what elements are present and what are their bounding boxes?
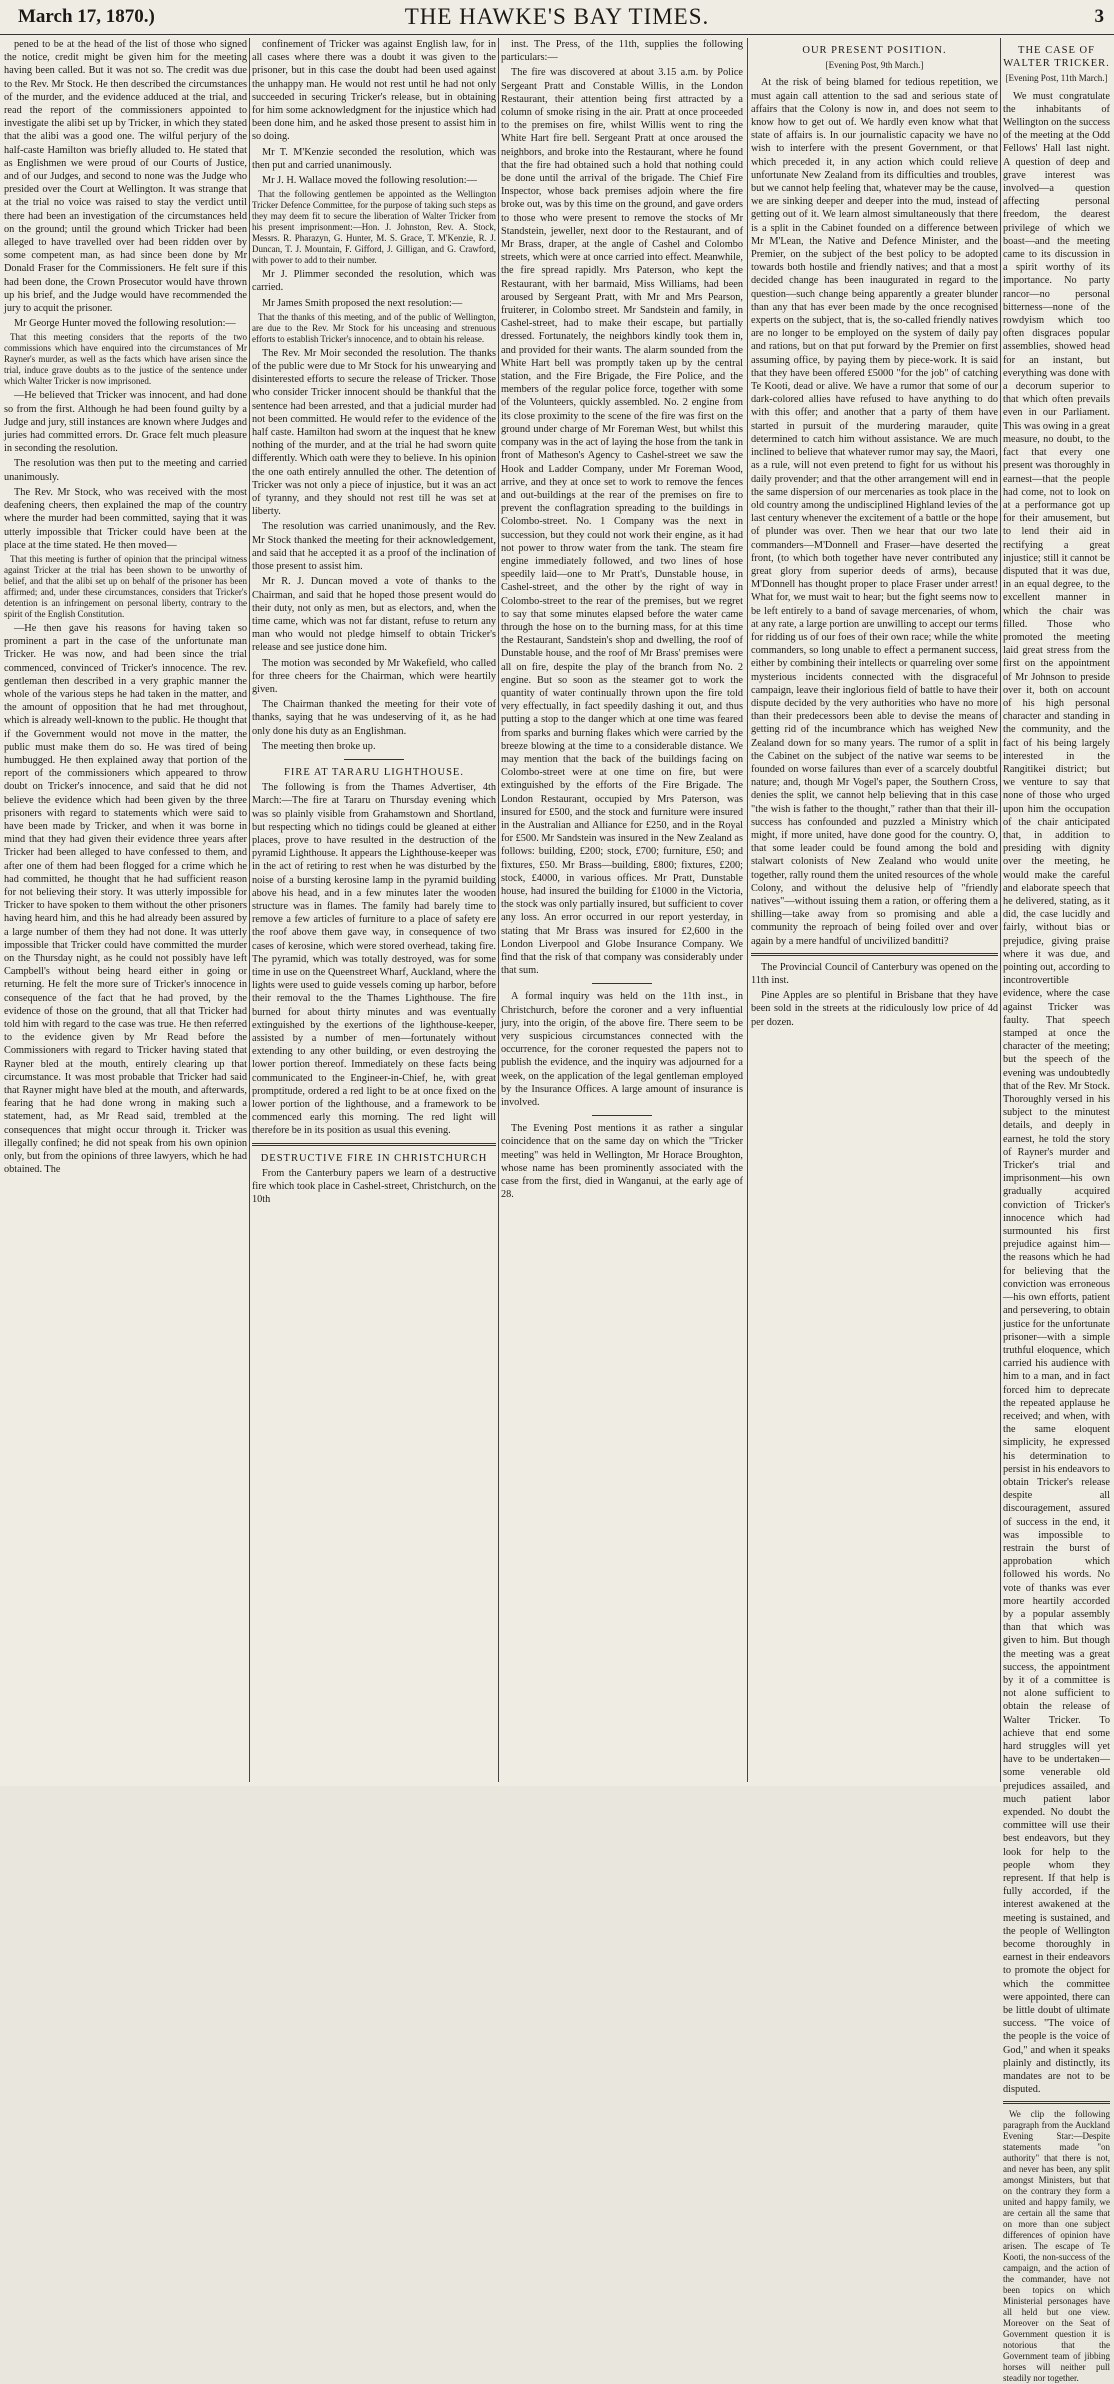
paragraph: Pine Apples are so plentiful in Brisbane that they have been sold in the streets at the ridiculously low price of 4d per dozen. xyxy=(751,990,998,1028)
column-5 xyxy=(1003,38,1110,2384)
paragraph: The motion was seconded by Mr Wakefield, who called for three cheers for the Chairman, which were heartily given. xyxy=(252,657,496,695)
paragraph: The resolution was carried unanimously, and the Rev. Mr Stock thanked the meeting for their acknowledgement, and said that he accepted it as a proof of the inclination of those present to assist him. xyxy=(252,521,496,573)
separator xyxy=(1003,2101,1110,2104)
headline-tararu: FIRE AT TARARU LIGHTHOUSE. xyxy=(284,766,464,778)
separator xyxy=(344,759,404,760)
separator xyxy=(592,1115,652,1116)
paragraph: Mr George Hunter moved the following resolution:— xyxy=(14,318,236,330)
paragraph: The Provincial Council of Canterbury was opened on the 11th inst. xyxy=(751,961,998,987)
column-3 xyxy=(501,38,743,1782)
paragraph: We clip the following paragraph from the Auckland Evening Star:—Despite statements made "on authority" that there is not, and never has been, any split amongst Ministers, but that on the contrary they form a united and happy family, we are certain all the same that on more than one subject differences of opinion have arisen. The escape of Te Kooti, the non-success of the campaign, and the action of the commander, have not been topics on which Ministerial personages have all held but one view. Moreover on the Seat of Government question it is notorious that the Government team of jibbing horses will neither pull steadily nor together. xyxy=(1003,2109,1110,2384)
paragraph: Mr T. M'Kenzie seconded the resolution, which was then put and carried unanimously. xyxy=(252,146,496,171)
column-rule xyxy=(498,38,499,1782)
paragraph: A formal inquiry was held on the 11th inst., in Christchurch, before the coroner and a very influential jury, into the origin, of the above fire. There seem to be very suspicious circumstances connected with the occurrence, for the coroner requested the papers not to publish the evidence, and the inquiry was adjourned for a week, on the application of the legal gentleman employed by the Insurance Offices. A large amount of insurance is involved. xyxy=(501,991,743,1109)
resolution-text: That this meeting considers that the reports of the two commissions which have enquired into the circumstances of Mr Rayner's murder, as well as the facts which have arisen since the trial, induce grave doubts as to the justice of the sentence under which Walter Tricker is now imprisoned. xyxy=(4,332,247,387)
paragraph: From the Canterbury papers we learn of a destructive fire which took place in Cashel-street, Christchurch, on the 10th xyxy=(252,1167,496,1206)
paragraph: Mr R. J. Duncan moved a vote of thanks to the Chairman, and said that he hoped those present would do their duty, not only as men, but as electors, and, when the time came, which was not far distant, refuse to return any man who would not pledge himself to obtain Tricker's release and see justice done him. xyxy=(252,576,496,654)
page-number: 3 xyxy=(1094,6,1104,27)
masthead xyxy=(0,0,1114,35)
paragraph: Mr J. H. Wallace moved the following resolution:— xyxy=(262,175,477,187)
column-1 xyxy=(4,38,247,1782)
issue-date: March 17, 1870.) xyxy=(18,6,155,27)
headline-walter-tricker: THE CASE OF WALTER TRICKER. xyxy=(1003,45,1110,70)
paragraph: —He then gave his reasons for having taken so prominent a part in the case of the unfortunate man Tricker. He was now, and had been since the trial commenced, convinced of Tricker's innocence. The rev. gentleman then described in a very graphic manner the whole of the various steps he had taken in the matter, and the amount of opposition that he had met throughout, which is already well-known to the public. He thought that if the Government would not move in the matter, the public must make them do so. He was tired of being humbugged. He then explained away that portion of the report of the commissioners which appeared to throw doubt on Tricker's innocence, and said that he did not believe the evidence which had been given by the three prisoners with regard to statements which were said to have been made by Tricker, and when it was borne in mind that they had given their evidence three years after Tricker had been alleged to have confessed to them, and after one of them had been flogged for a crime which he had committed, he thought that he had sufficient reason for not believing their story. It was utterly impossible for Tricker to have spoken to them without the other prisoners having heard him, and this he had already been assured by a large number of them they had not done. It was utterly impossible that Tricker could have committed the murder on the Thursday night, as he could not possibly have left Campbell's without being heard either in going or returning. He felt the more sure of Tricker's innocence in consequence of the fact that he had proved, by the evidence of those on the ground, that all that Tricker had told him with regard to the case was true. He then referred to the evidence given by Mr Read before the Commissioners with regard to Tricker having stated that Rayner bled at the mouth, entirely clearing up that circumstance. It was most probable that Tricker had said that Rayner might have bled at the mouth, and afterwards, fearing that he had done wrong in making such a statement, had, as Mr Read said, trembled at the consequences that might occur through it. Tricker was illegally confined; he did not speak from his own opinion only, but from the opinions of three lawyers, which he had obtained. The xyxy=(4,622,247,1176)
column-4 xyxy=(751,38,998,1782)
paragraph: confinement of Tricker was against English law, for in all cases where there was a doubt it was given to the prisoner, but in this case the doubt had been used against the unhappy man. He would not rest until he had not only succeeded in securing Tricker's release, but in obtaining for him some acknowledgment for the injustice which had been done him, and he asked those present to assist him in so doing. xyxy=(252,39,496,143)
paragraph: We must congratulate the inhabitants of Wellington on the success of the meeting at the Odd Fellows' Hall last night. A question of deep and grave interest was involved—a question affecting personal freedom, the dearest privilege of which we boast—and the meeting came to its discussion in a spirit worthy of its importance. No party rancor—no personal bitterness—none of the rowdyism which too often disgraces popular assemblies, showed head for an instant, but everything was done with a decorum superior to that which often prevails even in our Parliament. This was owing in a great measure, no doubt, to the fact that every one present was thoroughly in earnest—that the people had come, not to look on at a performance got up for their amusement, but to lend their aid in rectifying a great injustice; still it cannot be disputed that it was due, in an equal degree, to the excellent manner in which the chair was filled. Those who promoted the meeting laid great stress from the first on the appointment of Mr Johnson to preside over it, both on account of his high personal character and standing in the community, and the fact of his being largely interested in the Rangitikei district; but we venture to say that none of those who urged upon him the occupation of the chair anticipated that, in addition to presiding with dignity over the meeting, he would make the careful and elaborate speech that he delivered, stating, as it did, the case lucidly and fairly, without bias or prejudice, giving praise where it was due, and pointing out, according to incontrovertible evidence, where the case against Tricker was faulty. That speech stamped at once the character of the meeting; but the speech of the evening was undoubtedly that of the Rev. Mr Stock. Thoroughly versed in his subject to the minutest details, and deeply in earnest, he told the story of Rayner's murder and Tricker's trial and imprisonment—his own gradually acquired conviction of Tricker's innocence which had surmounted his first prejudice against him—the reasons which he had for believing that the conviction was erroneous—his own efforts, patient and persevering, to obtain justice for the unfortunate prisoner—with a simple truthful eloquence, which carried his audience with him to a man, and in fact forced him to deprecate the repeated applause he received; and when, with the same eloquent simplicity, he expressed his determination to persist in his endeavors to obtain Tricker's release despite all discouragement, assured of success in the end, it was impossible to restrain the burst of approbation which followed his words. No vote of thanks was ever more heartily accorded by a popular assembly than that which was given to him. But though the meeting was a great success, the appointment by it of a committee is not alone sufficient to obtain the release of Walter Tricker. To achieve that end some hard struggles will yet have to be undertaken—some venerable old prejudices assailed, and much patient labor expended. No doubt the committee will use their best endeavors, but they look for help to the people whom they represent. If that help is fully accorded, if the interest awakened at the meeting is sustained, and the people of Wellington become thoroughly in earnest in their endeavors to promote the object for which the committee were appointed, there can be little doubt of ultimate success. "The voice of the people is the voice of God," and when it speaks plainly and distinctly, its mandates are not to be disputed. xyxy=(1003,90,1110,2096)
paragraph: The Evening Post mentions it as rather a singular coincidence that on the same day on which the "Tricker meeting" was held in Wellington, Mr Horace Broughton, whose name has been prominently associated with the case from the first, died in Wanganui, at the early age of 28. xyxy=(501,1123,743,1201)
paragraph: The resolution was then put to the meeting and carried unanimously. xyxy=(4,458,247,483)
paragraph: The Rev. Mr Stock, who was received with the most deafening cheers, then explained the map of the country where the murder had been committed, saying that it was utterly impossible that Tricker could have been at the place at the time stated. He then moved— xyxy=(4,486,247,551)
paragraph: The fire was discovered at about 3.15 a.m. by Police Sergeant Pratt and Constable Willis, in the London Restaurant, their attention being first attracted by a column of smoke rising in the air. Pratt at once proceeded to the premises on fire, whilst Willis went to ring the White Hart fire bell. Sergeant Pratt at once aroused the neighbors, and broke into the Restaurant, where he found that the fire had obtained such a hold that nothing could be done until the arrival of the brigade. The Chief Fire Inspector, whose back premises adjoin where the fire broke out, was by this time on the ground, and gave orders to those who were present to remove the stocks of Mr Standstein, jeweller, next door to the Restaurant, and of Mr Brass, draper, at the angle of Cashel and Colombo streets, which were at once carried into effect. Meanwhile, the fire spread rapidly. Mrs Paterson, who kept the Restaurant, with her barmaid, Miss Williams, had been aroused by Sergeant Pratt, with Mr and Mrs Pearson, fruiterer, in Colombo street. Mr Sandstein and family, in Cashel-street, had to make their escape, but partially dressed. Fortunately, the neighbors kindly took them in, and provided for their wants. The alarm sounded from the White Hart bell was promptly taken up by the central station, and the Fire Brigade, the Fire Police, and the members of the regular police force, together with some of the Volunteers, quickly assembled. No. 2 engine from its close proximity to the scene of the fire was first on the ground under charge of Mr Foreman West, but whilst this company was in the act of laying the hose from the tank in front of Matheson's Agency to Cashel-street we saw the Hook and Ladder Company, under Mr Foreman Wood, arrive, and they at once set to work to remove the fences and out-buildings at the rear of the premises on fire to prevent the conflagration spreading to the buildings in Colombo-street. No. 1 Company was the next in succession, but they could not work their engine, as it had not power to throw water from the tank. The steam fire engine immediately followed, and two lines of hose speedily laid—one to Mr Pratt's, Dunstable house, in Cashel-street, and the other by the right of way in Colombo-street to the rear of the premises, but we regret to say that some minutes elapsed before the water came through the hose on to the burning mass, for at this time the Restaurant, Sandstein's shop and dwelling, the roof of Dunstable house, and the roof of Mr Brass' premises were all on fire, despite the play of the branch from No. 2 engine. But so soon as the steamer got to work the quantity of water continually thrown upon the fire told very effectually, in fact speedily dashing it out, and thus putting a stop to the danger which at one time was feared from sparks and burning flakes which were carried by the breeze blowing at the time to a considerable distance. We may mention that the back of the buildings facing on Colombo-street were at one time on fire, but were extinguished by the efforts of the Fire Brigade. The London Restaurant, occupied by Mrs Paterson, was insured for £500, and the stock and furniture were insured in the Australian and Alliance for £250, and in the Royal for £500. Mr Sandstein was insured in the New Zealand as follows: building, £200; stock, £700; furniture, £50; and fixtures, £50. Mr Brass—building, £800; fixtures, £200; stock, £4000, in various offices. Mr Pratt, Dunstable house, had insured the building for £1000 in the Victoria, the stock was only partially insured, but sufficient to cover any loss. An error occurred in our report yesterday, in stating that Mr Brass was insured for £2,600 in the London Liverpool and Globe Insurance Company. We find that the risk of that company was considerably under that sum. xyxy=(501,67,743,977)
column-rule xyxy=(747,38,748,1782)
resolution-text: That the following gentlemen be appointed as the Wellington Tricker Defence Committee, for the purpose of taking such steps as they may deem fit to secure the liberation of Walter Tricker from his present imprisonment:—Hon. J. Johnston, Rev. A. Stock, Messrs. R. Pharazyn, G. Hunter, M. S. Grace, T. M'Kenzie, R. J. Duncan, T. J. Mountain, F. Gifford, J. Gilligan, and G. Crawford, with power to add to their number. xyxy=(252,189,496,266)
paragraph: The following is from the Thames Advertiser, 4th March:—The fire at Tararu on Thursday evening which was so plainly visible from Grahamstown and Shortland, but respecting which no tidings could be gleaned at either places, prove to have resulted in the destruction of the pyramid Lighthouse. It appears the Lighthouse-keeper was in the act of retiring to rest when he was disturbed by the noise of a bursting kerosine lamp in the pyramid building above his head, and in a few minutes later the wooden structure was in flames. The family had barely time to remove a few articles of furniture to a place of safety ere the roof above them gave way, in consequence of two cases of kerosine, which were stored overhead, taking fire. The pyramid, which was totally destroyed, was for some time in use on the Queenstreet Wharf, Auckland, where the lights were used to guide vessels coming up harbor, before their removal to the the Thames Lighthouse. The fire burned for about thirty minutes and was eventually extinguished by the exertions of the lighthouse-keeper, assisted by a number of men—fortunately without extending to any other building, or even destroying the lower portion thereof. Immediately on these facts being communicated to the Engineer-in-Chief, he, with great promptitude, ordered a red light to be at once fixed on the lower portion of the lighthouse, and a framework to be commenced early this morning. The red light will therefore be in its position as usual this evening. xyxy=(252,782,496,1137)
column-rule xyxy=(1000,38,1001,1782)
paragraph: The Rev. Mr Moir seconded the resolution. The thanks of the public were due to Mr Stock for his unwearying and disinterested efforts to secure the release of Tricker. Those who consider Tricker innocent should be thankful that the sentence had been arrested, and that a judicial murder had not been committed. He would refer to the evidence of the half caste. Hamilton had sworn at the inquest that he knew nothing of the murder, and at the trial he had sworn quite differently. Which oath were they to believe. In his opinion the one oath entirely annulled the other. The detention of Tricker was not only a piece of injustice, but it was an act of tyranny, and they should not rest till he was set at liberty. xyxy=(252,347,496,518)
paragraph: inst. The Press, of the 11th, supplies the following particulars:— xyxy=(501,39,743,64)
column-2 xyxy=(252,38,496,1782)
newspaper-title: THE HAWKE'S BAY TIMES. xyxy=(404,4,710,29)
separator xyxy=(751,953,998,956)
paragraph: —He believed that Tricker was innocent, and had done so from the first. Although he had been found guilty by a Judge and jury, still instances are known where Judges and juries had committed errors. Dr. Grace felt much pleasure in seconding the resolution. xyxy=(4,390,247,455)
paragraph: The Chairman thanked the meeting for their vote of thanks, saying that he was undeserving of it, as he had only done his duty as an Englishman. xyxy=(252,699,496,737)
paragraph: The meeting then broke up. xyxy=(262,740,376,752)
article-source: [Evening Post, 9th March.] xyxy=(825,60,924,71)
resolution-text: That this meeting is further of opinion that the principal witness against Tricker at the trial has been shown to be unworthy of belief, and that the alibi set up on behalf of the prisoner has been affirmed; and, under these circumstances, considers that Tricker's detention is an infringement on personal liberty, contrary to the spirit of the English Constitution. xyxy=(4,553,247,619)
paragraph: Mr J. Plimmer seconded the resolution, which was carried. xyxy=(252,269,496,294)
article-source: [Evening Post, 11th March.] xyxy=(1005,73,1108,84)
separator xyxy=(252,1143,496,1146)
headline-christchurch: DESTRUCTIVE FIRE IN CHRISTCHURCH xyxy=(260,1152,488,1164)
column-rule xyxy=(249,38,250,1782)
paragraph: Mr James Smith proposed the next resolution:— xyxy=(262,297,463,309)
paragraph: At the risk of being blamed for tedious repetition, we must again call attention to the sad and serious state of affairs that the Colony is now in, and does not seem to know how to get out of. We hardly even know what that state of affairs is. In our journalistic capacity we have no wish to interfere with the present Government, or that which preceded it, in any action which could relieve unfortunate New Zealand from its difficulties and troubles, but we cannot help feeling that, whatever may be the cause, we are sinking deeper and deeper into the mud, instead of getting out of it. We learn almost simultaneously that there is a split in the Cabinet founded on a difference between Mr M'Lean, the Native and Defence Minister, and the Premier, on the subject of the best policy to be adopted towards both hostile and friendly natives; and that a most decided change has been inaugurated in regard to the question—such change being apparently a greater blunder than any that has ever been made by the once recognised experts on the subject, that is, the so-called friendly natives are no longer to be employed on the system of daily pay and rations, but on that put forward by the Premier on first assuming office, by paying them by piece-work. It is said that they have been offered £5000 "for the job" of catching Te Kooti, dead or alive. We have a rumor that some of our dark-colored allies have refused to have anything to do with this offer; and another that a party of them have started in pursuit of the murdering marauder, quite determined to catch him without assistance. We are much inclined to believe that whatever rumor may say, the Maori, as a rule, will not even pretend to fight for us without his daily provender; and that the other arrangement will end in the same dispersion of our mercenaries as took place in the old country among the undisciplined Highland levies of the last century whenever the excitement of a battle or the hope of plunder was over. Then we hear that our two late commanders—M'Donnell and Fraser—have deserted the front, (to which both together have never contributed any great glory from superior deeds of arms), because M'Donnell has thought proper to place Fraser under arrest! What for, we must wait to hear; but the fight seems now to be left entirely to a band of savage mercenaries, of whom, at any rate, a large portion are unwilling to accept our terms for ridding us of our foes of their own race; while the white commanders, so long unable to effect a permanent success, either by combining their intellects or quarreling over some mysterious incidents connected with the disgraceful campaign, leave their inglorious field of battle to have their dispute decided by the very authorities who have no more than their predecessors been able to devise the means of getting rid of the incumbrance which has weighed New Zealand down for so many years. The rumor of a split in the Cabinet on the subject of the native war seems to be founded on worse failures than ever of a scarcely doubtful nature; and, though Mr Vogel's paper, the Southern Cross, denies the split, we cannot help believing that in this case "the wish is father to the thought," rather than that their ill-success has confounded and puzzled a Ministry which might, if more united, have done good for the country. O, that some leader could be found among the bold and stalwart colonists of New Zealand who would unite together, rally round them the united resources of the whole Colony, and without the delusive help of "friendly natives"—without issuing them a ration, or offering them a shilling—take away from so promising and able a community the reproach of being foiled over and over again by a mere handful of uncivilized banditti? xyxy=(751,77,998,947)
paragraph: pened to be at the head of the list of those who signed the notice, credit might be given him for the meeting having been called. But it was not so. The credit was due to the Rev. Mr Stock. He then described the circumstances of the murder, and the evidence adduced at the trial, and read the report of the commissioners appointed to investigate the alibi set up by Tricker, in which they stated that the alibi was a good one. The wilful perjury of the half-caste Hamilton was briefly alluded to. He stated that as Englishmen we were proud of our Courts of Justice, and of our Judges, and second to none was the Judge who presided over the Court at Wellington. It was strange that at the trial no voice was raised to stay the verdict until there had been an investigation of the circumstances held on the ground; until the ground which Tricker had been alleged to have travelled over had been ridden over by some competent man, as had since been done by Mr Donald Fraser for the Commissioners. He felt sure if this had been done, the Crown Prosecutor would have thrown up his brief, and the Judge would have recommended the jury to acquit the prisoner. xyxy=(4,39,247,315)
headline-present-position: OUR PRESENT POSITION. xyxy=(802,45,947,56)
resolution-text: That the thanks of this meeting, and of the public of Wellington, are due to the Rev. Mr Stock for his unceasing and strenuous efforts to establish Tricker's innocence, and to obtain his release. xyxy=(252,311,496,344)
separator xyxy=(592,983,652,984)
